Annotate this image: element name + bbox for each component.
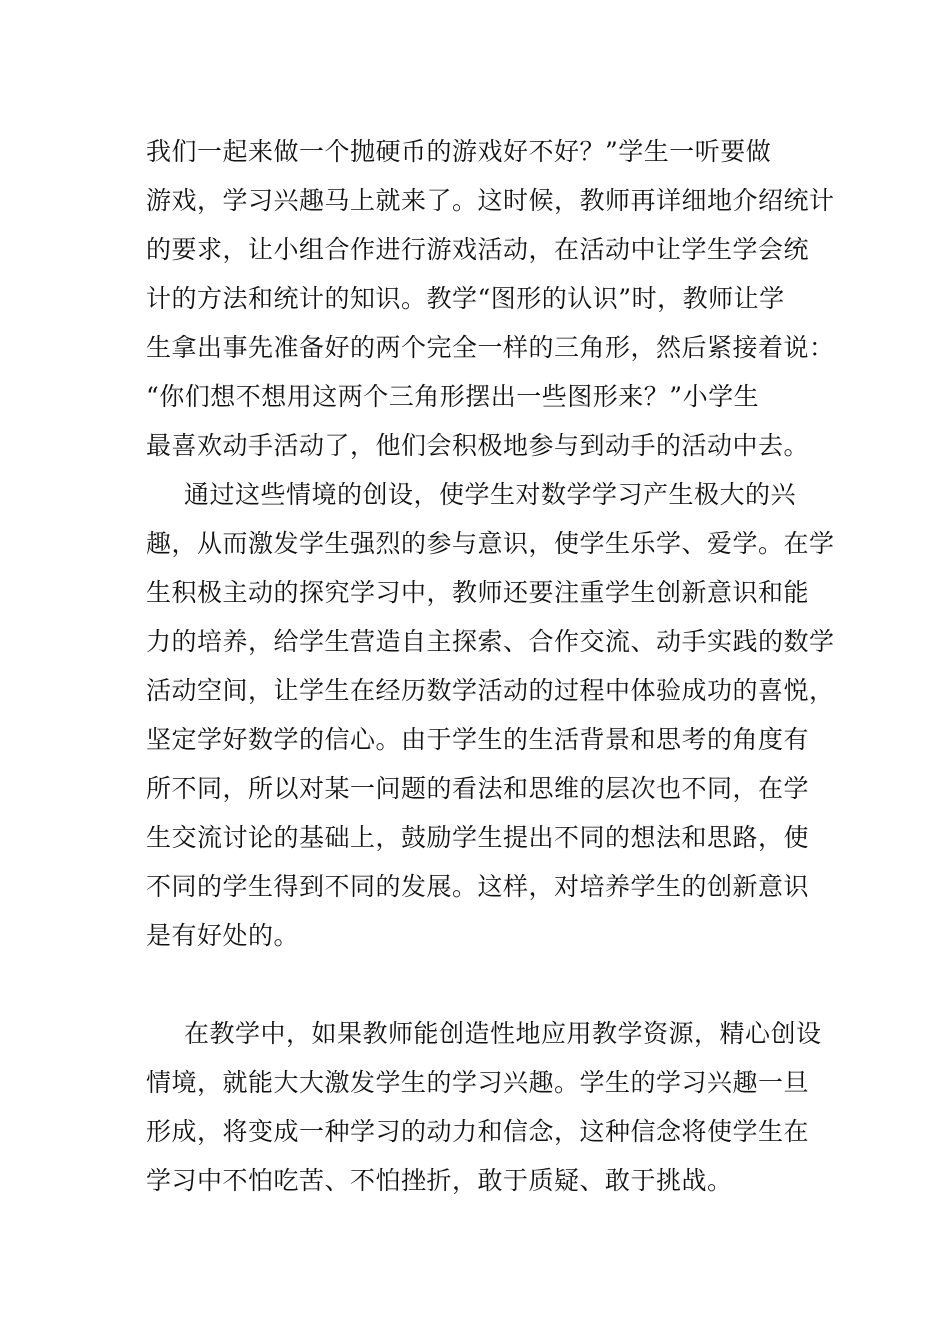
- document-body: [146, 127, 835, 1205]
- text-line: [146, 960, 826, 1009]
- paragraph-3: [146, 1009, 826, 1205]
- paragraph-2: [146, 470, 835, 1009]
- text-line: 形成，将变成一种学习的动力和信念，这种信念将使学生在: [146, 1117, 810, 1146]
- text-line: 通过这些情境的创设，使学生对数学学习产生极大的兴: [184, 480, 797, 509]
- text-line: 不同的学生得到不同的发展。这样，对培养学生的创新意识: [146, 872, 810, 901]
- text-line: 游戏，学习兴趣马上就来了。这时候，教师再详细地介绍统计: [146, 186, 835, 215]
- text-line: 活动空间，让学生在经历数学活动的过程中体验成功的喜悦，: [146, 676, 835, 705]
- text-line: 我们一起来做一个抛硬币的游戏好不好？”学生一听要做: [146, 137, 772, 166]
- text-line: 生积极主动的探究学习中，教师还要注重学生创新意识和能: [146, 578, 810, 607]
- text-line: 所不同，所以对某一问题的看法和思维的层次也不同，在学: [146, 774, 810, 803]
- text-line: “你们想不想用这两个三角形摆出一些图形来？”小学生: [146, 382, 760, 411]
- text-line: 生交流讨论的基础上，鼓励学生提出不同的想法和思路，使: [146, 823, 810, 852]
- text-line: 计的方法和统计的知识。教学“图形的认识”时，教师让学: [146, 284, 785, 313]
- text-line: 趣，从而激发学生强烈的参与意识，使学生乐学、爱学。在学: [146, 529, 835, 558]
- text-line: 学习中不怕吃苦、不怕挫折，敢于质疑、敢于挑战。: [146, 1166, 733, 1195]
- text-line: 是有好处的。: [146, 921, 300, 950]
- text-line: 在教学中，如果教师能创造性地应用教学资源，精心创设: [184, 1019, 822, 1048]
- text-line: 的要求，让小组合作进行游戏活动，在活动中让学生学会统: [146, 235, 810, 264]
- text-line: 坚定学好数学的信心。由于学生的生活背景和思考的角度有: [146, 725, 810, 754]
- paragraph-1: [146, 127, 835, 470]
- text-line: 力的培养，给学生营造自主探索、合作交流、动手实践的数学: [146, 627, 835, 656]
- text-line: 最喜欢动手活动了，他们会积极地参与到动手的活动中去。: [146, 431, 810, 460]
- text-line: 生拿出事先准备好的两个完全一样的三角形，然后紧接着说：: [146, 333, 835, 362]
- text-line: 情境，就能大大激发学生的学习兴趣。学生的学习兴趣一旦: [146, 1068, 810, 1097]
